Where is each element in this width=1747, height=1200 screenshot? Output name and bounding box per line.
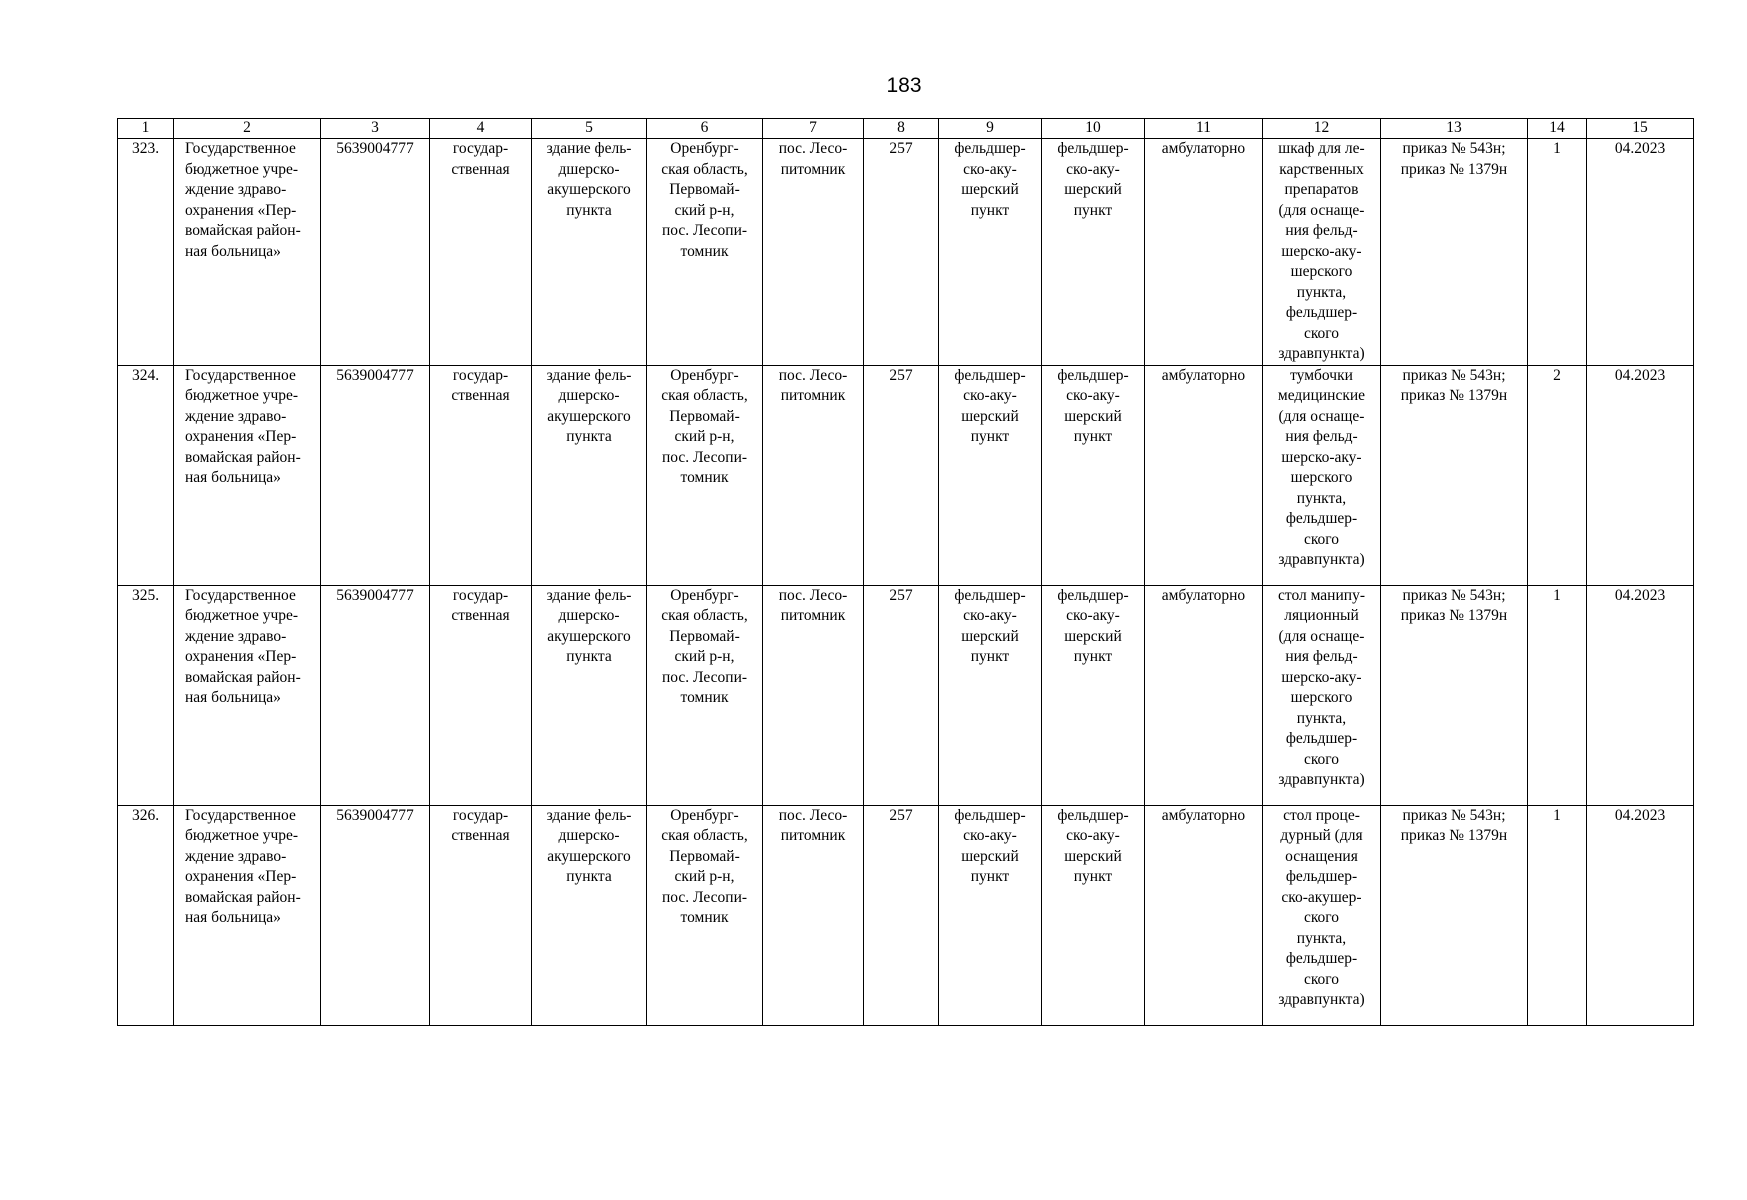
address-cell: Оренбург- ская область, Первомай- ский р-н, пос. Лесопи- томник [647, 585, 763, 805]
unit-name-cell: фельдшер- ско-аку- шерский пункт [1042, 805, 1145, 1025]
date-cell: 04.2023 [1587, 805, 1694, 1025]
column-number: 8 [864, 119, 939, 139]
organization-cell: Государственное бюджетное учре- ждение здраво- охранения «Пер- вомайская район- ная больница» [174, 365, 321, 585]
column-number: 6 [647, 119, 763, 139]
date-cell: 04.2023 [1587, 365, 1694, 585]
column-number: 9 [939, 119, 1042, 139]
column-number: 5 [532, 119, 647, 139]
care-form-cell: амбулаторно [1145, 139, 1263, 366]
date-cell: 04.2023 [1587, 585, 1694, 805]
page-number: 183 [886, 74, 922, 97]
table-row [118, 365, 1694, 585]
locality-cell: пос. Лесо- питомник [763, 585, 864, 805]
address-cell: Оренбург- ская область, Первомай- ский р-н, пос. Лесопи- томник [647, 365, 763, 585]
column-number: 3 [321, 119, 430, 139]
quantity-cell: 1 [1528, 139, 1587, 366]
row-number-cell: 324. [118, 365, 174, 585]
address-cell: Оренбург- ская область, Первомай- ский р-н, пос. Лесопи- томник [647, 139, 763, 366]
unit-type-cell: фельдшер- ско-аку- шерский пункт [939, 365, 1042, 585]
row-number-cell: 323. [118, 139, 174, 366]
column-number: 15 [1587, 119, 1694, 139]
inn-cell: 5639004777 [321, 585, 430, 805]
register-table [117, 118, 1694, 1026]
unit-type-cell: фельдшер- ско-аку- шерский пункт [939, 139, 1042, 366]
unit-type-cell: фельдшер- ско-аку- шерский пункт [939, 805, 1042, 1025]
table-row [118, 805, 1694, 1025]
table-row [118, 585, 1694, 805]
quantity-cell: 1 [1528, 805, 1587, 1025]
care-form-cell: амбулаторно [1145, 365, 1263, 585]
column-number-row [118, 119, 1694, 139]
building-cell: здание фель- дшерско- акушерского пункта [532, 139, 647, 366]
care-form-cell: амбулаторно [1145, 805, 1263, 1025]
quantity-cell: 1 [1528, 585, 1587, 805]
ownership-cell: государ- ственная [430, 139, 532, 366]
equipment-cell: тумбочки медицинские (для оснаще- ния фельд- шерско-аку- шерского пункта, фельдшер- ского здравпункта) [1263, 365, 1381, 585]
organization-cell: Государственное бюджетное учре- ждение здраво- охранения «Пер- вомайская район- ная больница» [174, 139, 321, 366]
unit-name-cell: фельдшер- ско-аку- шерский пункт [1042, 585, 1145, 805]
column-number: 7 [763, 119, 864, 139]
building-cell: здание фель- дшерско- акушерского пункта [532, 585, 647, 805]
inn-cell: 5639004777 [321, 139, 430, 366]
column-number: 4 [430, 119, 532, 139]
building-cell: здание фель- дшерско- акушерского пункта [532, 365, 647, 585]
ownership-cell: государ- ственная [430, 585, 532, 805]
order-cell: приказ № 543н; приказ № 1379н [1381, 805, 1528, 1025]
equipment-cell: стол проце- дурный (для оснащения фельдшер- ско-акушер- ского пункта, фельдшер- ского здравпункта) [1263, 805, 1381, 1025]
table-row [118, 139, 1694, 366]
unit-type-cell: фельдшер- ско-аку- шерский пункт [939, 585, 1042, 805]
date-cell: 04.2023 [1587, 139, 1694, 366]
code-cell: 257 [864, 365, 939, 585]
register-table-body [118, 119, 1694, 1026]
locality-cell: пос. Лесо- питомник [763, 805, 864, 1025]
column-number: 10 [1042, 119, 1145, 139]
quantity-cell: 2 [1528, 365, 1587, 585]
column-number: 14 [1528, 119, 1587, 139]
equipment-cell: шкаф для ле- карственных препаратов (для оснаще- ния фельд- шерско-аку- шерского пункта, фельдшер- ского здравпункта) [1263, 139, 1381, 366]
column-number: 12 [1263, 119, 1381, 139]
care-form-cell: амбулаторно [1145, 585, 1263, 805]
order-cell: приказ № 543н; приказ № 1379н [1381, 585, 1528, 805]
order-cell: приказ № 543н; приказ № 1379н [1381, 365, 1528, 585]
inn-cell: 5639004777 [321, 365, 430, 585]
equipment-cell: стол манипу- ляционный (для оснаще- ния фельд- шерско-аку- шерского пункта, фельдшер- ского здравпункта) [1263, 585, 1381, 805]
code-cell: 257 [864, 139, 939, 366]
locality-cell: пос. Лесо- питомник [763, 365, 864, 585]
order-cell: приказ № 543н; приказ № 1379н [1381, 139, 1528, 366]
unit-name-cell: фельдшер- ско-аку- шерский пункт [1042, 365, 1145, 585]
building-cell: здание фель- дшерско- акушерского пункта [532, 805, 647, 1025]
address-cell: Оренбург- ская область, Первомай- ский р-н, пос. Лесопи- томник [647, 805, 763, 1025]
code-cell: 257 [864, 585, 939, 805]
row-number-cell: 325. [118, 585, 174, 805]
code-cell: 257 [864, 805, 939, 1025]
locality-cell: пос. Лесо- питомник [763, 139, 864, 366]
column-number: 1 [118, 119, 174, 139]
ownership-cell: государ- ственная [430, 805, 532, 1025]
ownership-cell: государ- ственная [430, 365, 532, 585]
inn-cell: 5639004777 [321, 805, 430, 1025]
organization-cell: Государственное бюджетное учре- ждение здраво- охранения «Пер- вомайская район- ная больница» [174, 805, 321, 1025]
column-number: 11 [1145, 119, 1263, 139]
column-number: 13 [1381, 119, 1528, 139]
unit-name-cell: фельдшер- ско-аку- шерский пункт [1042, 139, 1145, 366]
row-number-cell: 326. [118, 805, 174, 1025]
organization-cell: Государственное бюджетное учре- ждение здраво- охранения «Пер- вомайская район- ная больница» [174, 585, 321, 805]
column-number: 2 [174, 119, 321, 139]
